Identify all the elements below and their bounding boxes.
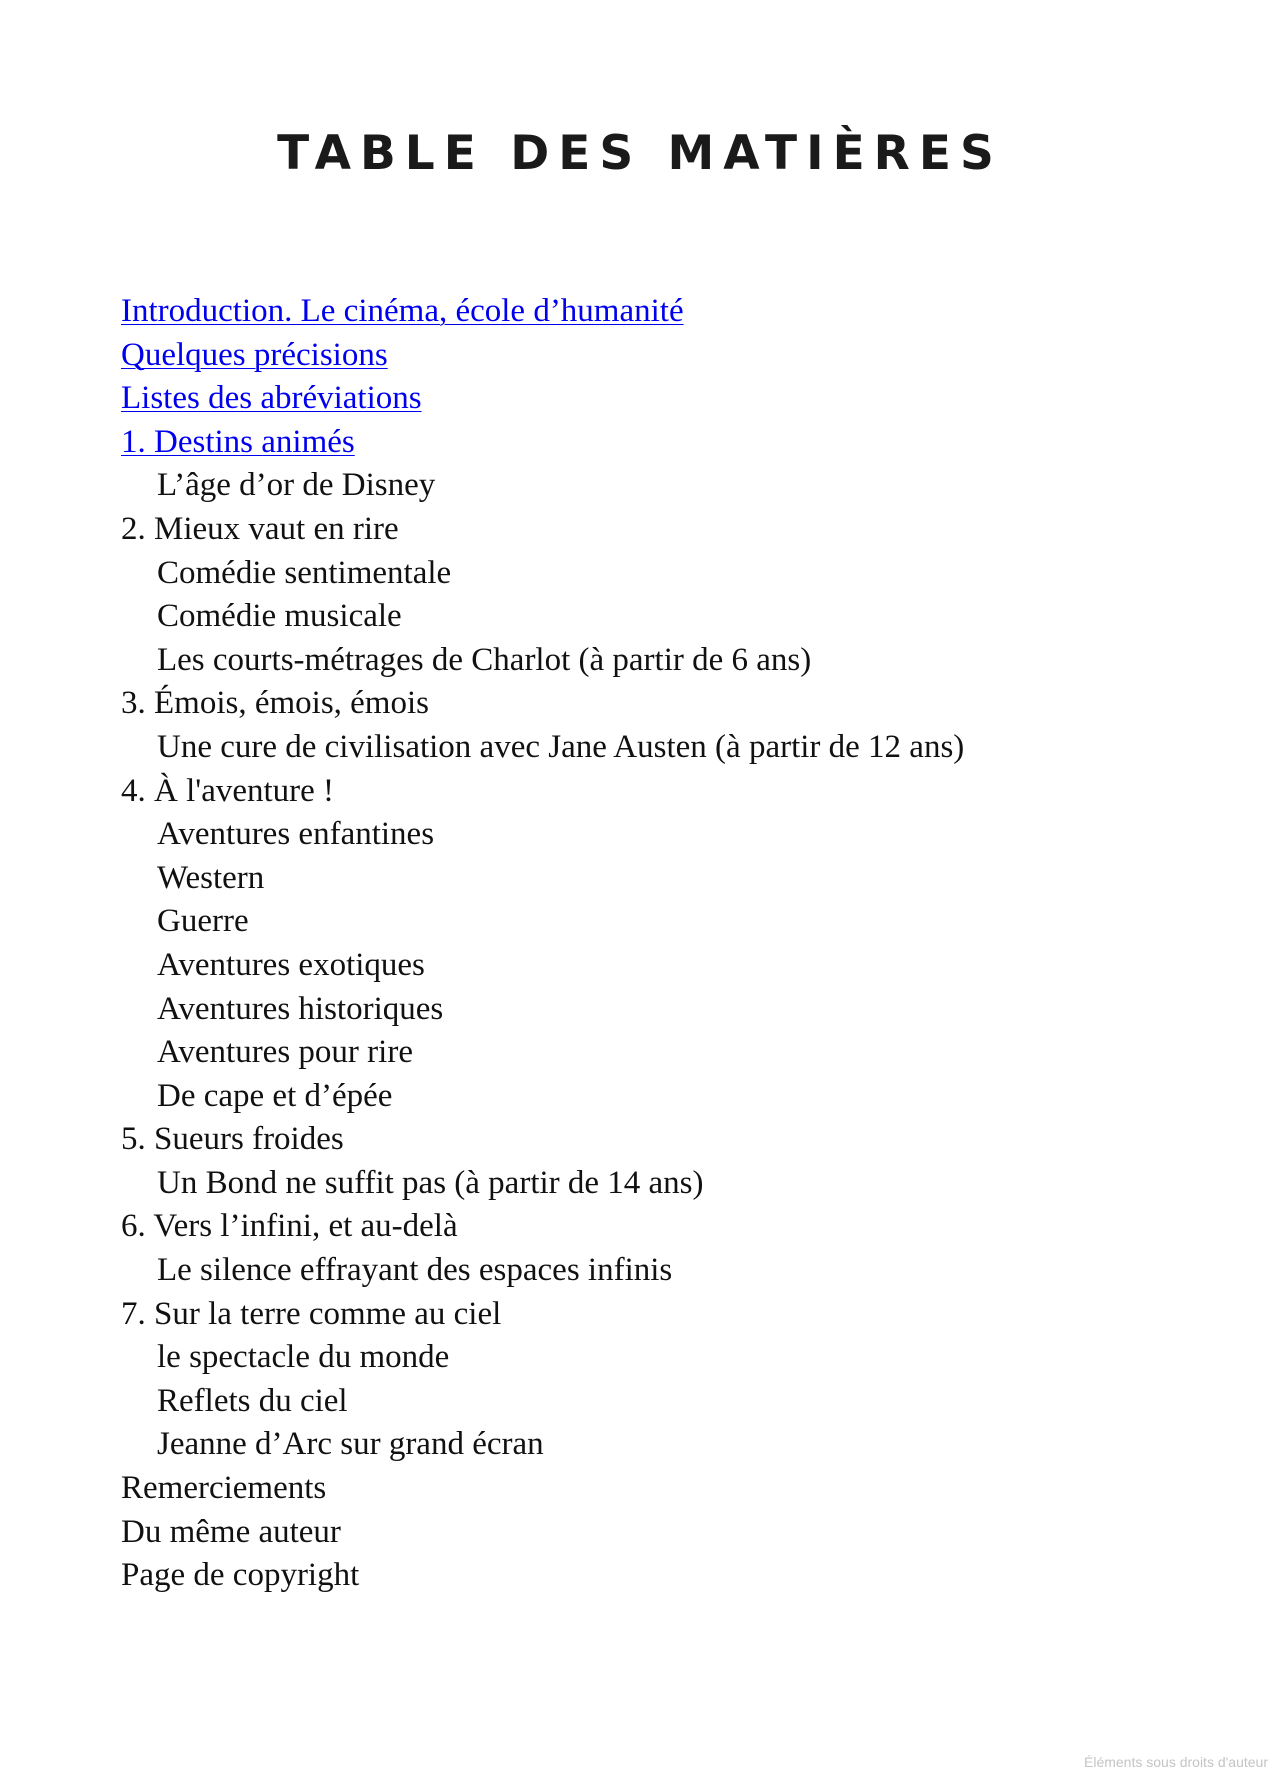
toc-subentry: Le silence effrayant des espaces infinis [157,1252,673,1289]
toc-entry: 5. Sueurs froides [121,1121,344,1158]
toc-subentry: Guerre [157,903,249,940]
toc-link[interactable]: Quelques précisions [121,336,388,373]
toc-subentry: Reflets du ciel [157,1382,348,1419]
toc-entry[interactable] [121,290,964,334]
toc-subentry: le spectacle du monde [157,1339,450,1376]
toc-subentry: L’âge d’or de Disney [157,467,436,504]
toc-entry: Du même auteur [121,1513,341,1550]
toc-subentry: Aventures historiques [157,990,444,1027]
page-title: TABLE DES MATIÈRES [277,126,1003,181]
toc-subentry: Un Bond ne suffit pas (à partir de 14 ans) [157,1164,704,1201]
toc-subentry: Une cure de civilisation avec Jane Austen (à partir de 12 ans) [157,728,965,765]
toc-subentry: Jeanne d’Arc sur grand écran [157,1426,544,1463]
table-of-contents [121,290,964,1598]
toc-subentry: Aventures enfantines [157,816,435,853]
toc-link[interactable]: Listes des abréviations [121,380,422,417]
toc-subentry: Aventures pour rire [157,1034,413,1071]
copyright-notice: Éléments sous droits d'auteur [1084,1754,1268,1770]
toc-subentry: Western [157,859,265,896]
toc-link[interactable]: 1. Destins animés [121,423,355,460]
toc-subentry: Les courts-métrages de Charlot (à partir de 6 ans) [157,641,812,678]
toc-subentry: Aventures exotiques [157,946,425,983]
toc-entry: 3. Émois, émois, émois [121,685,429,722]
toc-entry[interactable] [121,334,964,378]
toc-entry: 6. Vers l’infini, et au-delà [121,1208,458,1245]
toc-entry[interactable] [121,377,964,421]
toc-subentry: Comédie sentimentale [157,554,452,591]
toc-link[interactable]: Introduction. Le cinéma, école d’humanité [121,293,684,329]
toc-entry: Remerciements [121,1470,327,1507]
toc-subentry: Comédie musicale [157,598,402,635]
toc-entry: Page de copyright [121,1557,360,1594]
toc-entry[interactable] [121,421,964,465]
toc-subentry: De cape et d’épée [157,1077,393,1114]
toc-entry: 2. Mieux vaut en rire [121,510,399,547]
toc-entry: 7. Sur la terre comme au ciel [121,1295,502,1332]
toc-entry: 4. À l'aventure ! [121,772,335,809]
